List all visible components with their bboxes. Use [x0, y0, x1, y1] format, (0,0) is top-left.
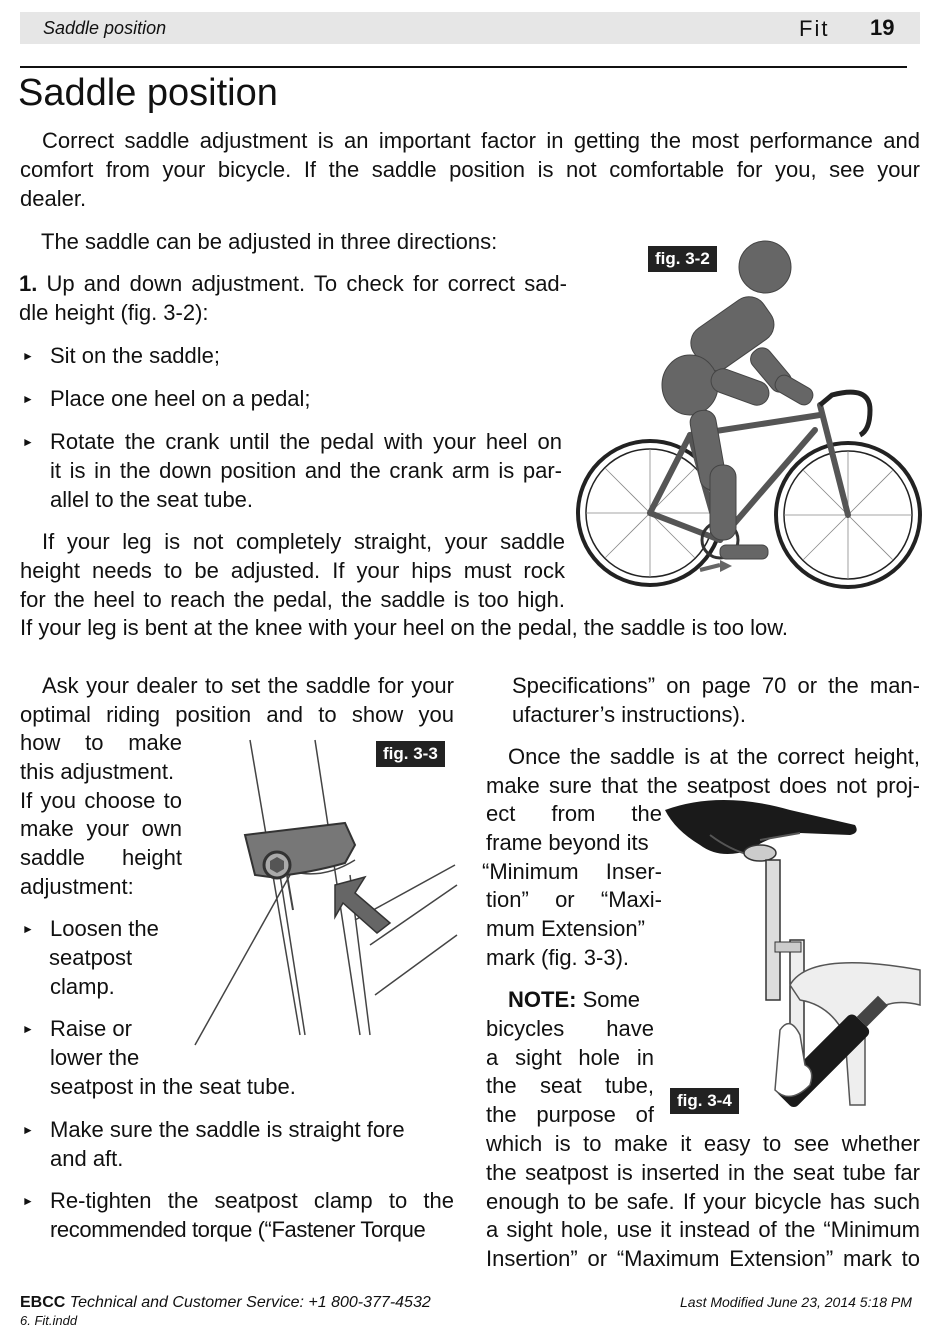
leg-line: If your leg is not completely straight, your saddle: [42, 529, 565, 554]
bullet-line: Loosen the: [50, 916, 159, 941]
footer-service-text: Technical and Customer Service: +1 800-377-4532: [65, 1294, 431, 1311]
step-number: 1.: [19, 271, 38, 296]
once-line: ect from the: [486, 801, 662, 826]
header-section-title: Saddle position: [43, 18, 167, 38]
once-line: tion” or “Maxi-: [486, 887, 662, 913]
bullet-straight: [50, 1116, 405, 1174]
dealer-line: saddle height: [20, 845, 182, 871]
note-line: which is to make it easy to see whether: [486, 1131, 920, 1156]
bullet-line: Rotate the crank until the pedal with your heel on: [50, 429, 562, 454]
once-line: mark (fig. 3-3).: [486, 944, 630, 970]
bullet-line: recommended torque (“Fastener Torque: [50, 1216, 426, 1242]
bullet-line: seatpost: [49, 944, 133, 970]
dealer-line: this adjustment.: [20, 758, 175, 784]
bullet-heel: Place one heel on a pedal;: [50, 386, 311, 411]
bullet-line: it is in the down position and the crank arm is par-: [50, 457, 562, 483]
bullet-line: Re-tighten the seatpost clamp to the: [50, 1188, 454, 1213]
bullet-line: clamp.: [50, 973, 115, 999]
note-line: the purpose of: [486, 1102, 654, 1128]
leg-line: for the heel to reach the pedal, the saddle is too high.: [20, 586, 565, 612]
dealer-line: optimal riding position and to show you: [20, 701, 454, 727]
bullet-retighten: [50, 1187, 454, 1245]
bullet-arrow-icon: ►: [22, 1123, 34, 1137]
step-1-text: dle height (fig. 3-2):: [19, 299, 209, 325]
fig-label-3-4: fig. 3-4: [670, 1088, 739, 1114]
dealer-line: Ask your dealer to set the saddle for your: [42, 673, 454, 698]
once-line: “Minimum Inser-: [482, 858, 662, 884]
note-line: the seat tube,: [486, 1073, 654, 1099]
note-paragraph-narrow: [486, 986, 654, 1130]
once-paragraph: [486, 743, 920, 801]
note-paragraph: [486, 1130, 920, 1274]
bullet-line: and aft.: [50, 1145, 124, 1171]
spec-line: Specifications” on page 70 or the man-: [512, 673, 920, 698]
once-paragraph-narrow: [482, 800, 662, 973]
fig-label-3-2: fig. 3-2: [648, 246, 717, 272]
bullet-arrow-icon: ►: [22, 349, 34, 363]
intro-line: dealer.: [20, 185, 87, 211]
note-line: Insertion” or “Maximum Extension” mark to: [486, 1246, 920, 1272]
bullet-line: Raise or: [50, 1016, 132, 1041]
bullet-arrow-icon: ►: [22, 392, 34, 406]
bullet-line: allel to the seat tube.: [50, 486, 254, 512]
dealer-paragraph: [20, 672, 454, 730]
dealer-line: how to make: [20, 730, 182, 755]
header-rule: [20, 66, 907, 68]
bullet-arrow-icon: ►: [22, 922, 34, 936]
dealer-line: make your own: [20, 816, 182, 842]
dealer-paragraph-narrow: [20, 729, 182, 902]
spec-line: ufacturer’s instructions).: [512, 701, 746, 727]
footer-service: [20, 1294, 431, 1312]
intro-paragraph: [20, 127, 920, 213]
once-line: frame beyond its: [486, 829, 649, 855]
dealer-line: If you choose to: [20, 787, 182, 813]
dealer-line: adjustment:: [20, 873, 134, 899]
step-1-text: Up and down adjustment. To check for correct sad-: [37, 271, 567, 296]
page-number: 19: [870, 15, 895, 40]
bullet-arrow-icon: ►: [22, 1194, 34, 1208]
step-1: [19, 270, 567, 328]
seatpost-clamp-illustration: [195, 735, 460, 1045]
intro-line: Correct saddle adjustment is an important factor in getting the most performance and: [42, 128, 920, 153]
bullet-sit: Sit on the saddle;: [50, 343, 221, 368]
intro-line: comfort from your bicycle. If the saddle position is not comfortable for you, see your: [20, 156, 920, 182]
footer-modified: Last Modified June 23, 2014 5:18 PM: [680, 1294, 912, 1310]
rider-on-bicycle-illustration: [570, 235, 930, 595]
note-line: enough to be safe. If your bicycle has such: [486, 1188, 920, 1214]
spec-paragraph: [512, 672, 920, 730]
page-title: Saddle position: [18, 72, 278, 114]
saddle-seatpost-illustration: [660, 795, 925, 1125]
once-line: mum Extension”: [486, 916, 645, 942]
leg-line: height needs to be adjusted. If your hips must rock: [20, 557, 565, 583]
bullet-arrow-icon: ►: [22, 435, 34, 449]
bullet-arrow-icon: ►: [22, 1022, 34, 1036]
once-line: make sure that the seatpost does not proj-: [486, 772, 920, 798]
fig-label-3-3: fig. 3-3: [376, 741, 445, 767]
bullet-line: seatpost in the seat tube.: [50, 1073, 296, 1099]
bullet-line: lower the: [50, 1044, 140, 1070]
bullet-rotate: [50, 428, 562, 514]
directions-intro: The saddle can be adjusted in three directions:: [41, 229, 498, 254]
note-line: a sight hole, use it instead of the “Minimum: [486, 1217, 920, 1243]
bullet-line: Make sure the saddle is straight fore: [50, 1117, 405, 1142]
footer-brand: EBCC: [20, 1294, 66, 1311]
header-chapter: Fit: [799, 16, 830, 41]
footer-file: 6. Fit.indd: [20, 1313, 78, 1328]
leg-paragraph: [20, 528, 565, 614]
note-line: bicycles have: [486, 1015, 654, 1041]
note-label: NOTE:: [508, 987, 577, 1012]
note-line: Some: [576, 987, 641, 1012]
note-line: the seatpost is inserted in the seat tube far: [486, 1159, 920, 1185]
note-line: a sight hole in: [486, 1044, 654, 1070]
bullet-loosen: [50, 915, 159, 1001]
once-line: Once the saddle is at the correct height,: [508, 744, 920, 769]
leg-line: If your leg is bent at the knee with your heel on the pedal, the saddle is too low.: [20, 615, 789, 640]
